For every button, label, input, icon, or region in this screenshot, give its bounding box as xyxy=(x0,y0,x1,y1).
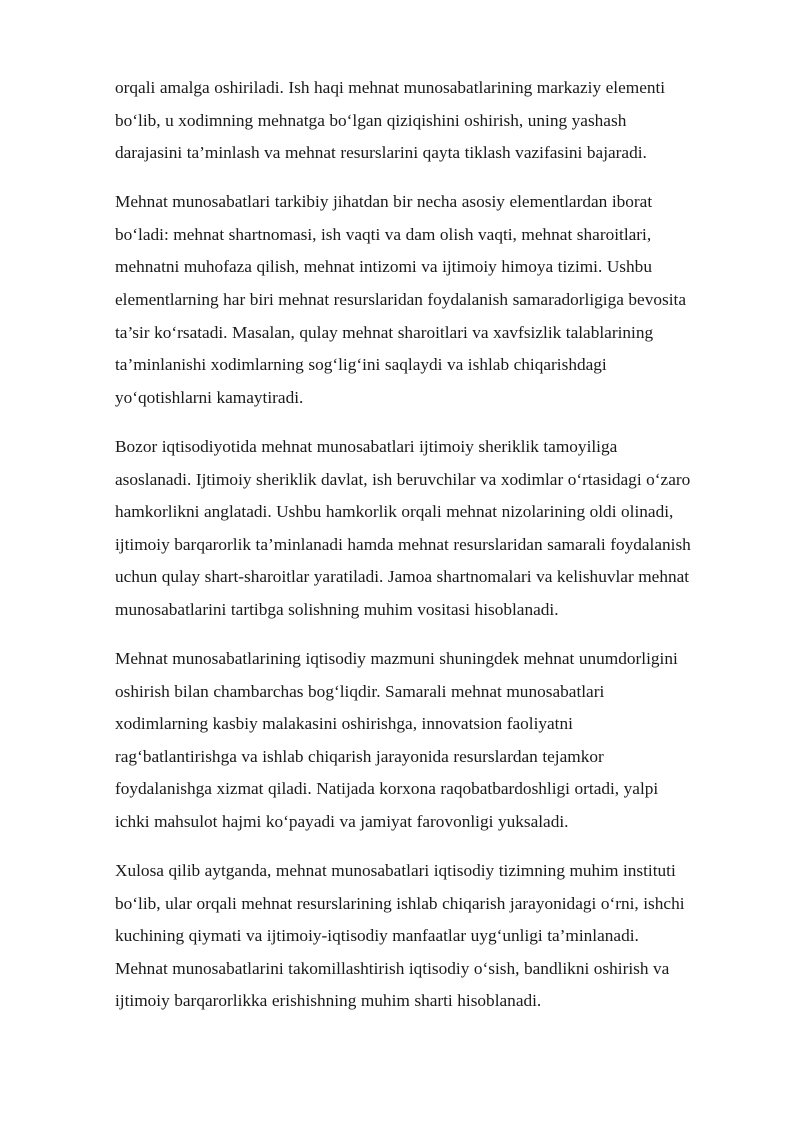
text-line: orqali amalga oshiriladi. Ish haqi mehnat munosabatlarining markaziy elementi xyxy=(115,78,666,97)
paragraph-social-partnership xyxy=(115,431,715,627)
text-line: ijtimoiy barqarorlik ta’minlanadi hamda mehnat resurslaridan samarali foydalanish xyxy=(115,534,691,554)
text-line: kuchining qiymati va ijtimoiy-iqtisodiy manfaatlar uyg‘unligi ta’minlanadi. xyxy=(115,926,639,946)
text-line: xodimlarning kasbiy malakasini oshirishga, innovatsion faoliyatni xyxy=(115,714,573,734)
text-line: ta’minlanishi xodimlarning sog‘lig‘ini saqlaydi va ishlab chiqarishdagi xyxy=(115,355,607,375)
text-line: munosabatlarini tartibga solishning muhim vositasi hisoblanadi. xyxy=(115,599,559,619)
text-line: Xulosa qilib aytganda, mehnat munosabatlari iqtisodiy tizimning muhim instituti xyxy=(115,861,676,881)
text-line: ta’sir ko‘rsatadi. Masalan, qulay mehnat sharoitlari va xavfsizlik talablarining xyxy=(115,322,654,342)
paragraph-economic-content xyxy=(115,643,715,839)
text-line: mehnatni muhofaza qilish, mehnat intizomi va ijtimoiy himoya tizimi. Ushbu xyxy=(115,257,652,277)
text-line: foydalanishga xizmat qiladi. Natijada korxona raqobatbardoshligi ortadi, yalpi xyxy=(115,779,659,799)
paragraph-conclusion xyxy=(115,855,715,1018)
document-page xyxy=(115,72,715,1035)
text-line: ijtimoiy barqarorlikka erishishning muhim sharti hisoblanadi. xyxy=(115,991,542,1011)
text-line: Mehnat munosabatlari tarkibiy jihatdan bir necha asosiy elementlardan iborat xyxy=(115,192,653,212)
text-line: Bozor iqtisodiyotida mehnat munosabatlari ijtimoiy sheriklik tamoyiliga xyxy=(115,436,618,456)
paragraph-wage-role xyxy=(115,72,715,170)
text-line: darajasini ta’minlash va mehnat resurslarini qayta tiklash vazifasini bajaradi. xyxy=(115,143,647,163)
text-line: rag‘batlantirishga va ishlab chiqarish jarayonida resurslardan tejamkor xyxy=(115,746,604,766)
paragraph-labor-elements xyxy=(115,186,715,414)
text-line: uchun qulay shart-sharoitlar yaratiladi. Jamoa shartnomalari va kelishuvlar mehnat xyxy=(115,567,690,587)
text-line: bo‘lib, u xodimning mehnatga bo‘lgan qiziqishini oshirish, uning yashash xyxy=(115,110,627,130)
text-line: elementlarning har biri mehnat resurslaridan foydalanish samaradorligiga bevosita xyxy=(115,290,687,310)
text-line: ichki mahsulot hajmi ko‘payadi va jamiyat farovonligi yuksaladi. xyxy=(115,811,569,831)
text-line: bo‘ladi: mehnat shartnomasi, ish vaqti va dam olish vaqti, mehnat sharoitlari, xyxy=(115,224,652,244)
text-line: oshirish bilan chambarchas bog‘liqdir. Samarali mehnat munosabatlari xyxy=(115,681,605,701)
text-line: Mehnat munosabatlarini takomillashtirish iqtisodiy o‘sish, bandlikni oshirish va xyxy=(115,958,670,978)
text-line: hamkorlikni anglatadi. Ushbu hamkorlik orqali mehnat nizolarining oldi olinadi, xyxy=(115,502,674,522)
text-line: yo‘qotishlarni kamaytiradi. xyxy=(115,387,304,407)
text-line: Mehnat munosabatlarining iqtisodiy mazmuni shuningdek mehnat unumdorligini xyxy=(115,649,678,668)
text-line: bo‘lib, ular orqali mehnat resurslarining ishlab chiqarish jarayonidagi o‘rni, ishchi xyxy=(115,893,685,913)
text-line: asoslanadi. Ijtimoiy sheriklik davlat, ish beruvchilar va xodimlar o‘rtasidagi o‘zaro xyxy=(115,469,691,489)
